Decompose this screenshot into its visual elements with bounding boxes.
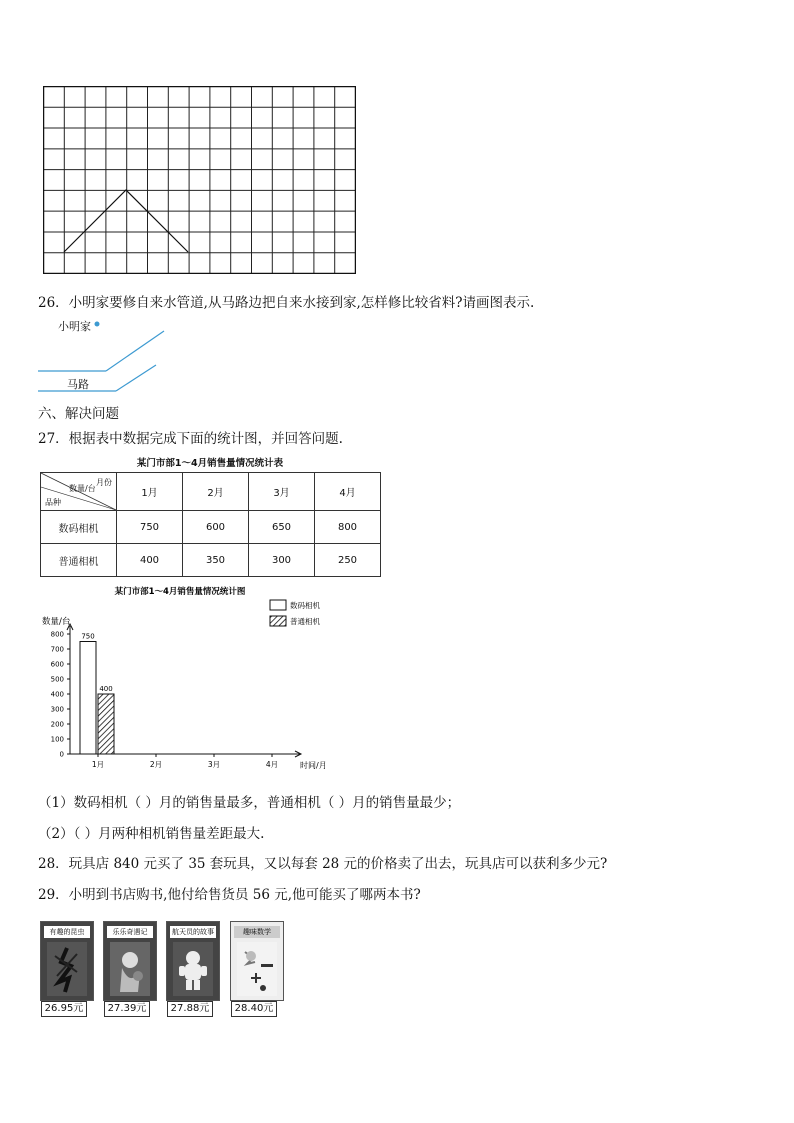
month-header: 4月 (315, 473, 381, 511)
book-cover-3 (166, 921, 220, 1001)
book-price: 27.88元 (167, 1001, 213, 1017)
y-tick-label: 600 (50, 660, 64, 669)
book-title: 有趣的昆虫 (44, 926, 90, 938)
row-label: 数码相机 (41, 511, 117, 544)
y-tick-label: 0 (59, 750, 64, 759)
table-cell: 750 (117, 511, 183, 544)
table-cell: 650 (249, 511, 315, 544)
book-title: 趣味数学 (234, 926, 280, 938)
triangle-outline (64, 190, 188, 252)
book-price: 28.40元 (231, 1001, 277, 1017)
table-cell: 350 (183, 544, 249, 577)
table-cell: 800 (315, 511, 381, 544)
table-cell: 300 (249, 544, 315, 577)
month-header: 3月 (249, 473, 315, 511)
question-27-part-2: （2）（ ）月两种相机销售量差距最大. (38, 826, 265, 842)
y-tick-label: 500 (50, 675, 64, 684)
table-header-row (41, 473, 381, 511)
table-title: 某门市部1～4月销售量情况统计表 (136, 458, 284, 469)
table-cell: 600 (183, 511, 249, 544)
question-27-part-1: （1）数码相机（ ）月的销售量最多，普通相机（ ）月的销售量最少； (38, 795, 461, 811)
book-title: 乐乐奇遇记 (107, 926, 153, 938)
header-variety: 品种 (45, 498, 61, 507)
book-cover-1 (40, 921, 94, 1001)
y-tick-label: 100 (50, 735, 64, 744)
y-axis-label: 数量/台 (42, 617, 71, 627)
chart-title: 某门市部1～4月销售量情况统计图 (114, 587, 246, 597)
road-diagram (36, 313, 176, 393)
table-cell: 400 (117, 544, 183, 577)
book-price: 27.39元 (104, 1001, 150, 1017)
legend-swatch (270, 616, 286, 626)
legend-label: 普通相机 (290, 617, 320, 626)
header-quantity: 数量/台 (69, 484, 96, 493)
y-tick-label: 400 (50, 690, 64, 699)
home-label: 小明家 (58, 320, 91, 333)
header-month: 月份 (96, 478, 112, 487)
question-26: 26．小明家要修自来水管道,从马路边把自来水接到家,怎样修比较省料?请画图表示. (38, 295, 535, 311)
diagonal-header-cell (41, 473, 117, 511)
book-cover-2 (103, 921, 157, 1001)
home-dot (95, 322, 100, 327)
bar-regular-camera (98, 694, 114, 754)
road-label: 马路 (67, 378, 89, 391)
y-tick-label: 800 (50, 630, 64, 639)
y-tick-label: 300 (50, 705, 64, 714)
book-price: 26.95元 (41, 1001, 87, 1017)
x-axis-label: 时间/月 (300, 761, 327, 770)
bar-value-label: 750 (81, 632, 95, 641)
month-header: 1月 (117, 473, 183, 511)
y-tick-label: 700 (50, 645, 64, 654)
table-row (41, 544, 381, 577)
x-tick-label: 3月 (207, 760, 221, 769)
sales-chart (30, 580, 340, 775)
y-tick-label: 200 (50, 720, 64, 729)
bar-value-label: 400 (99, 685, 113, 693)
question-28: 28．玩具店 840 元买了 35 套玩具，又以每套 28 元的价格卖了出去，玩具店可以获利多少元? (38, 856, 608, 872)
section-title: 六、解决问题 (38, 406, 119, 422)
legend-swatch (270, 600, 286, 610)
book-cover-4 (230, 921, 284, 1001)
x-tick-label: 2月 (149, 760, 163, 769)
question-27: 27．根据表中数据完成下面的统计图，并回答问题. (38, 431, 343, 447)
month-header: 2月 (183, 473, 249, 511)
table-cell: 250 (315, 544, 381, 577)
legend-label: 数码相机 (290, 601, 320, 610)
table-row (41, 511, 381, 544)
row-label: 普通相机 (41, 544, 117, 577)
sales-table (40, 472, 381, 577)
question-29: 29．小明到书店购书,他付给售货员 56 元,他可能买了哪两本书? (38, 887, 421, 903)
grid-figure (43, 86, 356, 274)
x-tick-label: 1月 (91, 760, 105, 769)
bar-digital-camera (80, 642, 96, 755)
x-tick-label: 4月 (265, 760, 279, 769)
book-title: 航天员的故事 (172, 928, 214, 936)
